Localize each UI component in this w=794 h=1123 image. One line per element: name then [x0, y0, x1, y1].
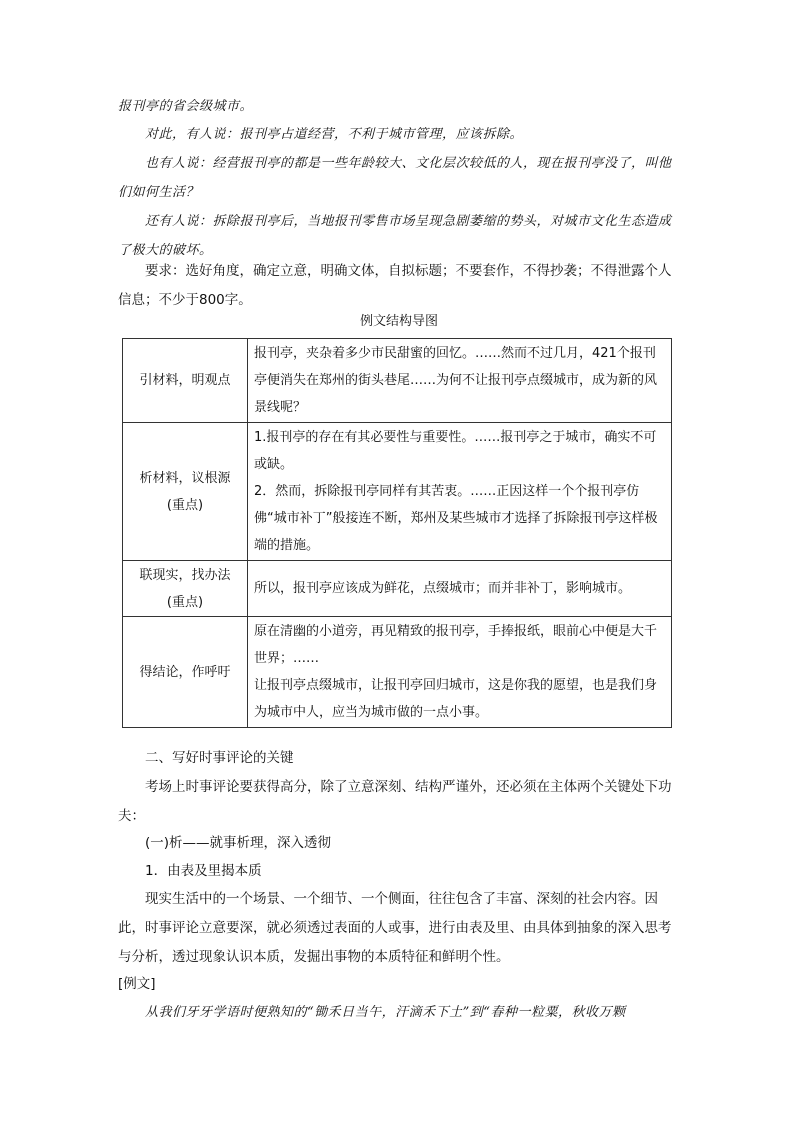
table-caption: 例文结构导图 — [359, 314, 438, 329]
intro-line-3: 也有人说：经营报刊亭的都是一些年龄较大、文化层次较低的人，现在报刊亭没了，叫他们如何生活？ — [118, 156, 672, 200]
section2-heading: 二、写好时事评论的关键 — [145, 750, 294, 766]
structure-row — [123, 423, 672, 561]
structure-row-content — [248, 423, 672, 561]
example-start: 从我们牙牙学语时便熟知的“锄禾日当午，汗滴禾下土”到“春种一粒粟，秋收万颗 — [145, 1005, 626, 1020]
structure-label-line: (重点) — [166, 594, 204, 610]
structure-row — [123, 561, 672, 617]
requirement-text: 要求：选好角度，确定立意，明确文体，自拟标题；不要套作，不得抄袭；不得泄露个人信息；不少于800字。 — [118, 263, 672, 308]
structure-row — [123, 617, 672, 728]
intro-line-2: 对此，有人说：报刊亭占道经营，不利于城市管理，应该拆除。 — [145, 127, 524, 142]
structure-label-line: 得结论，作呼吁 — [139, 664, 231, 680]
structure-row-content — [248, 617, 672, 728]
structure-content-paragraph: 所以，报刊亭应该成为鲜花，点缀城市；而并非补丁，影响城市。 — [254, 581, 632, 596]
structure-row-label — [123, 423, 248, 561]
example-tag: [例文] — [118, 976, 156, 992]
intro-line-1: 报刊亭的省会级城市。 — [118, 99, 254, 114]
structure-row-content — [248, 561, 672, 617]
structure-row-label — [123, 339, 248, 423]
structure-row-label — [123, 561, 248, 617]
structure-label-line: 引材料，明观点 — [139, 373, 231, 388]
section2-point-1: 1．由表及里揭本质 — [145, 863, 262, 879]
intro-line-4: 还有人说：拆除报刊亭后，当地报刊零售市场呈现急剧萎缩的势头，对城市文化生态造成了极大的破坏。 — [118, 214, 672, 258]
structure-label-line: 析材料，议根源 — [139, 470, 231, 486]
structure-content-paragraph: 报刊亭，夹杂着多少市民甜蜜的回忆。……然而不过几月，421个报刊亭便消失在郑州的街头巷尾……为何不让报刊亭点缀城市，成为新的风景线呢？ — [254, 346, 658, 415]
structure-row-label — [123, 617, 248, 728]
structure-row-content — [248, 339, 672, 423]
structure-content-paragraph: 原在清幽的小道旁，再见精致的报刊亭，手捧报纸，眼前心中便是大千世界；…… — [254, 624, 658, 666]
structure-content-paragraph: 让报刊亭点缀城市，让报刊亭回归城市，这是你我的愿望，也是我们身为城市中人，应当为城市做的一点小事。 — [254, 678, 658, 720]
section2-body: 现实生活中的一个场景、一个细节、一个侧面，往往包含了丰富、深刻的社会内容。因此，时事评论立意要深，就必须透过表面的人或事，进行由表及里、由具体到抽象的深入思考与分析，透过现象认识本质，发掘出事物的本质特征和鲜明个性。 — [118, 891, 672, 965]
structure-label-line: 联现实，找办法 — [139, 567, 231, 583]
structure-content-paragraph: 1.报刊亭的存在有其必要性与重要性。……报刊亭之于城市，确实不可或缺。 — [254, 430, 657, 472]
structure-label-line: (重点) — [166, 497, 204, 513]
section2-sub-heading: (一)析——就事析理，深入透彻 — [145, 835, 332, 851]
section2-intro: 考场上时事评论要获得高分，除了立意深刻、结构严谨外，还必须在主体两个关键处下功夫： — [118, 779, 672, 824]
structure-row — [123, 339, 672, 423]
structure-table — [122, 338, 672, 728]
structure-content-paragraph: 2．然而，拆除报刊亭同样有其苦衷。……正因这样一个个报刊亭仿佛“城市补丁”般接连不断，郑州及某些城市才选择了拆除报刊亭这样极端的措施。 — [254, 484, 658, 553]
